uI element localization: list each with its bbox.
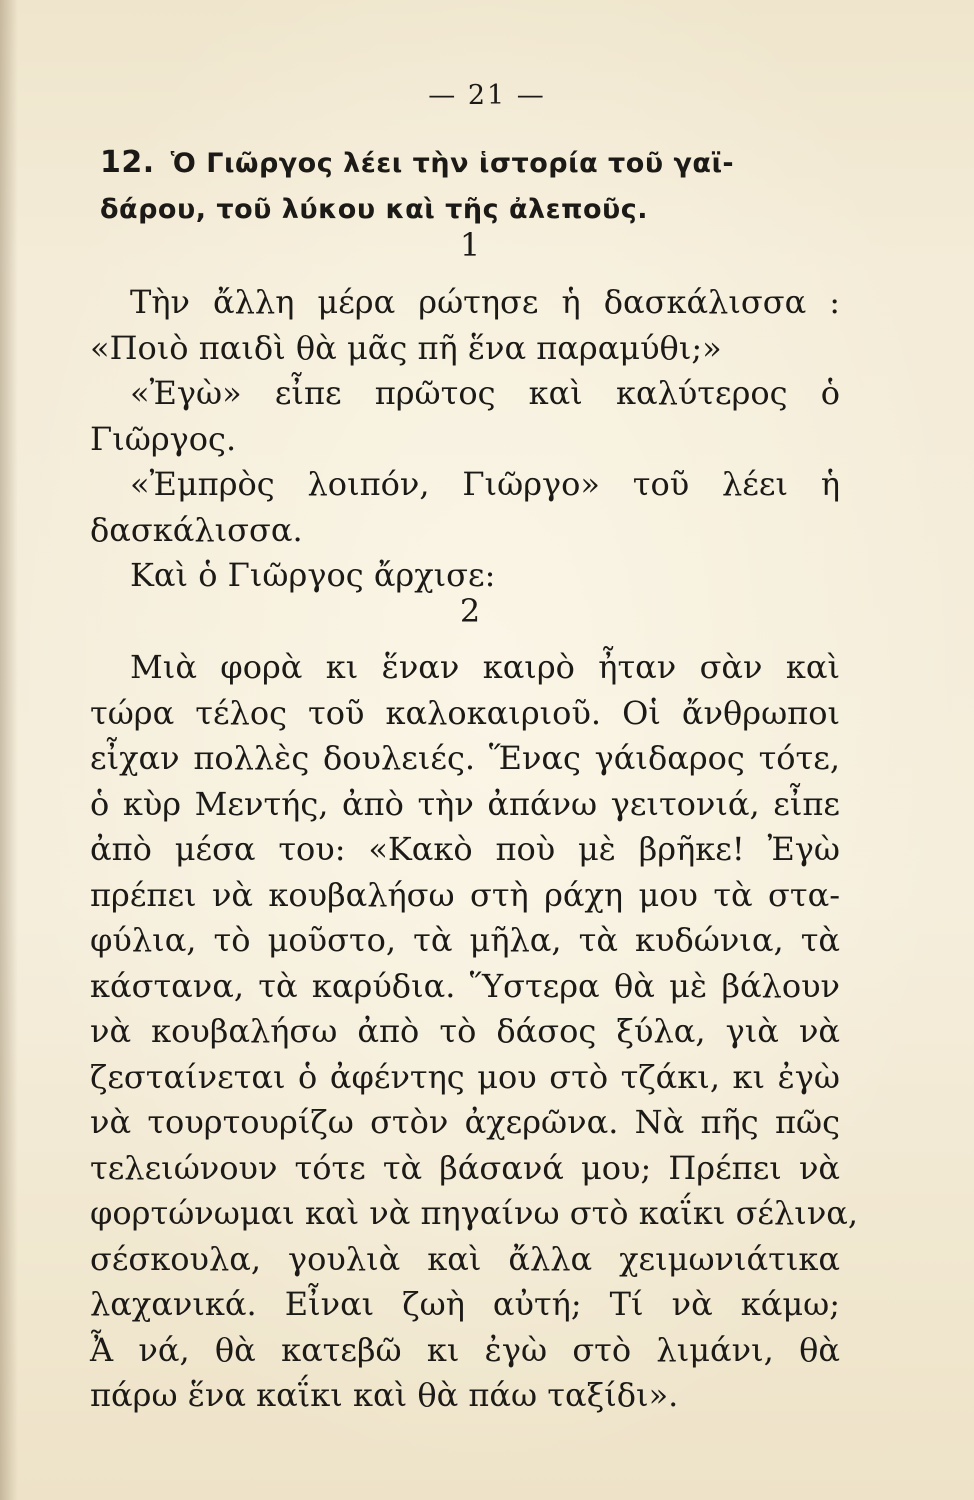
text-line: δασκάλισσα. (90, 510, 303, 549)
text-line: Καὶ ὁ Γιῶργος ἄρχισε: (130, 556, 496, 594)
chapter-heading-line (100, 140, 840, 187)
text-line: κάστανα, τὰ καρύδια. Ὕστερα θὰ μὲ βάλουν (90, 966, 840, 1005)
text-line: φορτώνωμαι καὶ νὰ πηγαίνω στὸ καΐκι σέλινα, (90, 1194, 859, 1232)
section-number: 2 (459, 592, 481, 630)
text-line: «Ἐμπρὸς λοιπόν, Γιῶργο» τοῦ λέει ἡ (130, 465, 840, 503)
text-line: τελειώνουν τότε τὰ βάσανά μου; Πρέπει νὰ (90, 1148, 840, 1187)
text-line: Ἆ νά, θὰ κατεβῶ κι ἐγὼ στὸ λιμάνι, θὰ (90, 1330, 840, 1369)
text-line: «Ποιὸ παιδὶ θὰ μᾶς πῆ ἕνα παραμύθι;» (90, 328, 722, 367)
text-line: τώρα τέλος τοῦ καλοκαιριοῦ. Οἱ ἄνθρωποι (90, 693, 840, 732)
text-line: λαχανικά. Εἶναι ζωὴ αὐτή; Τί νὰ κάμω; (90, 1285, 840, 1323)
text-line: φύλια, τὸ μοῦστο, τὰ μῆλα, τὰ κυδώνια, τὰ (90, 921, 840, 959)
section-1-text (90, 280, 840, 599)
chapter-number: 12. (100, 145, 155, 180)
text-line: ζεσταίνεται ὁ ἀφέντης μου στὸ τζάκι, κι ἐγὼ (90, 1057, 840, 1096)
text-line: νὰ τουρτουρίζω στὸν ἀχερῶνα. Νὰ πῆς πῶς (90, 1103, 840, 1141)
page-edge-shadow (0, 0, 18, 1500)
text-line: «Ἐγὼ» εἶπε πρῶτος καὶ καλύτερος ὁ (130, 374, 840, 412)
text-line: πάρω ἕνα καΐκι καὶ θὰ πάω ταξίδι». (90, 1376, 679, 1414)
text-line: ἀπὸ μέσα του: «Κακὸ ποὺ μὲ βρῆκε! Ἐγὼ (90, 830, 840, 868)
section-number: 1 (459, 226, 481, 264)
text-line: Μιὰ φορὰ κι ἕναν καιρὸ ἦταν σὰν καὶ (130, 648, 840, 686)
chapter-heading (100, 140, 840, 233)
text-line: ὁ κὺρ Μεντής, ἀπὸ τὴν ἀπάνω γειτονιά, εἶπε (90, 784, 840, 823)
page-number: — 21 — (428, 80, 546, 111)
chapter-title-line: Ὁ Γιῶργος λέει τὴν ἱστορία τοῦ γαϊ- (170, 148, 735, 179)
chapter-title-line: δάρου, τοῦ λύκου καὶ τῆς ἀλεποῦς. (100, 194, 649, 225)
text-line: πρέπει νὰ κουβαλήσω στὴ ράχη μου τὰ στα- (90, 875, 840, 914)
text-line: Τὴν ἄλλη μέρα ρώτησε ἡ δασκάλισσα : (130, 283, 840, 321)
section-2-text (90, 645, 859, 1419)
text-line: Γιῶργος. (90, 419, 237, 458)
text-line: εἶχαν πολλὲς δουλειές. Ἕνας γάιδαρος τότε, (90, 739, 840, 777)
text-line: σέσκουλα, γουλιὰ καὶ ἄλλα χειμωνιάτικα (90, 1239, 840, 1278)
text-line: νὰ κουβαλήσω ἀπὸ τὸ δάσος ξύλα, γιὰ νὰ (90, 1012, 840, 1050)
